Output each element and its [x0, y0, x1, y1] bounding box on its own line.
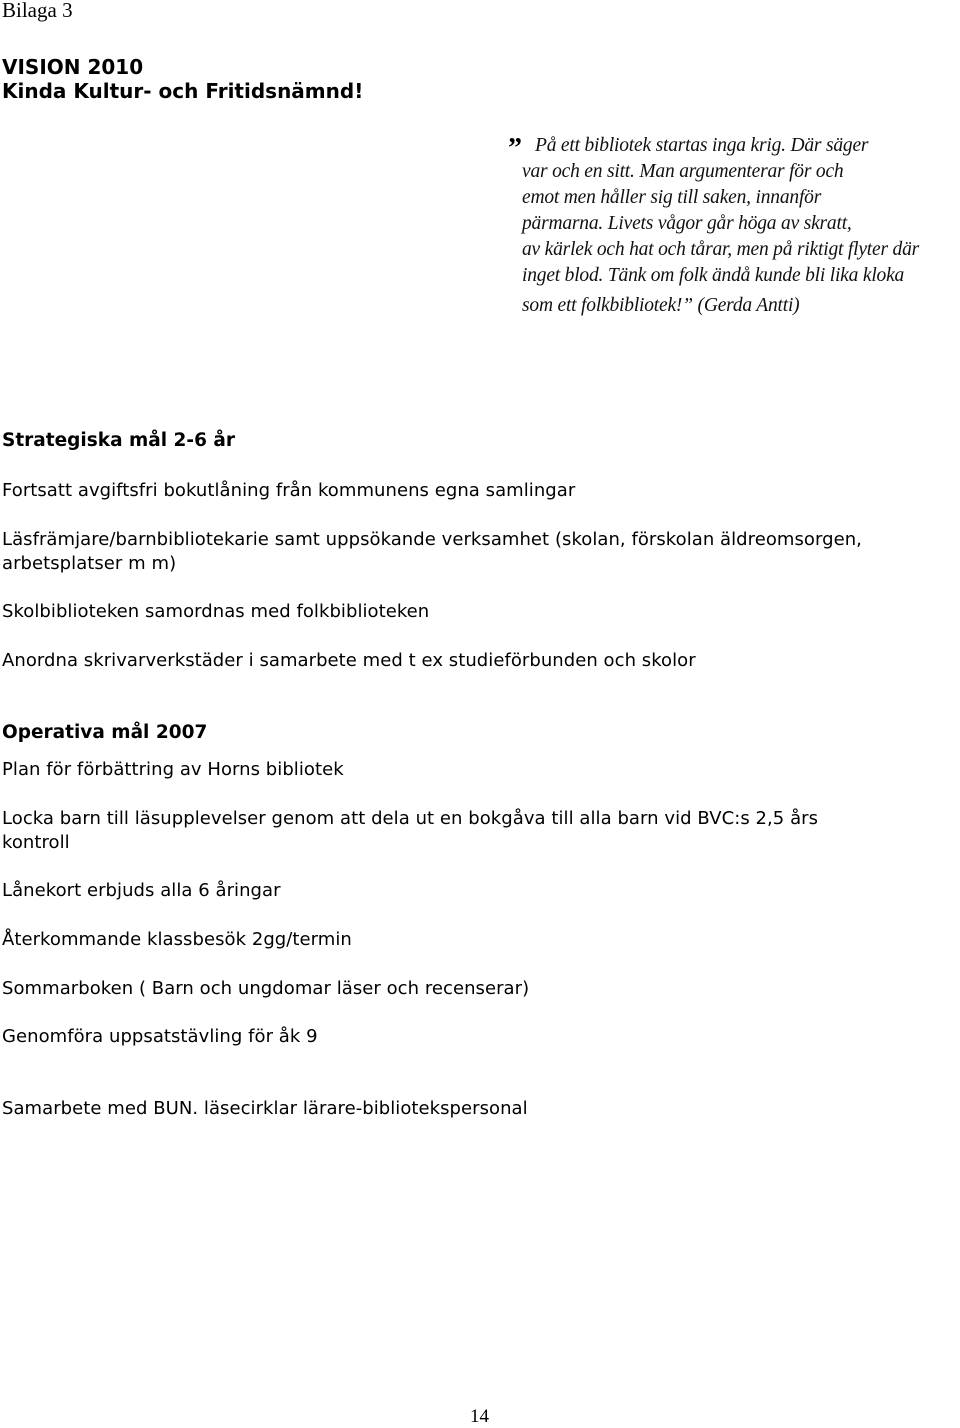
- operative-item-6: Genomföra uppsatstävling för åk 9: [2, 1026, 318, 1047]
- strategic-goals-heading: Strategiska mål 2-6 år: [2, 430, 236, 451]
- operative-item-5: Sommarboken ( Barn och ungdomar läser och recenserar): [2, 978, 530, 999]
- operative-item-4: Återkommande klassbesök 2gg/termin: [2, 929, 352, 950]
- quote-line-7: som ett folkbibliotek!” (Gerda Antti): [522, 295, 800, 316]
- quote-line-3: emot men håller sig till saken, innanför: [522, 187, 822, 208]
- operative-item-3: Lånekort erbjuds alla 6 åringar: [2, 880, 281, 901]
- appendix-label: Bilaga 3: [2, 0, 73, 22]
- quote-line-5: av kärlek och hat och tårar, men på riktigt flyter där: [522, 239, 920, 260]
- quote-line-4: pärmarna. Livets vågor går höga av skratt,: [522, 213, 852, 234]
- quote-line-2: var och en sitt. Man argumenterar för och: [522, 161, 844, 182]
- vision-title: VISION 2010: [2, 55, 144, 79]
- page-number: 14: [470, 1406, 489, 1427]
- quote-open-mark: ”: [508, 133, 522, 164]
- operative-item-1: Plan för förbättring av Horns bibliotek: [2, 759, 344, 780]
- operative-goals-heading: Operativa mål 2007: [2, 722, 208, 743]
- strategic-item-2: Läsfrämjare/barnbibliotekarie samt uppsökande verksamhet (skolan, förskolan äldreomsorgen,: [2, 529, 862, 550]
- operative-item-2-cont: kontroll: [2, 832, 70, 853]
- operative-item-7: Samarbete med BUN. läsecirklar lärare-bibliotekspersonal: [2, 1098, 528, 1119]
- strategic-item-4: Anordna skrivarverkstäder i samarbete med t ex studieförbunden och skolor: [2, 650, 696, 671]
- strategic-item-1: Fortsatt avgiftsfri bokutlåning från kommunens egna samlingar: [2, 480, 576, 501]
- strategic-item-2-cont: arbetsplatser m m): [2, 553, 177, 574]
- quote-line-1: På ett bibliotek startas inga krig. Där säger: [535, 135, 869, 156]
- quote-line-6: inget blod. Tänk om folk ändå kunde bli lika kloka: [522, 265, 905, 286]
- operative-item-2: Locka barn till läsupplevelser genom att dela ut en bokgåva till alla barn vid BVC:s 2,5 års: [2, 808, 819, 829]
- vision-subtitle: Kinda Kultur- och Fritidsnämnd!: [2, 79, 364, 103]
- strategic-item-3: Skolbiblioteken samordnas med folkbiblioteken: [2, 601, 430, 622]
